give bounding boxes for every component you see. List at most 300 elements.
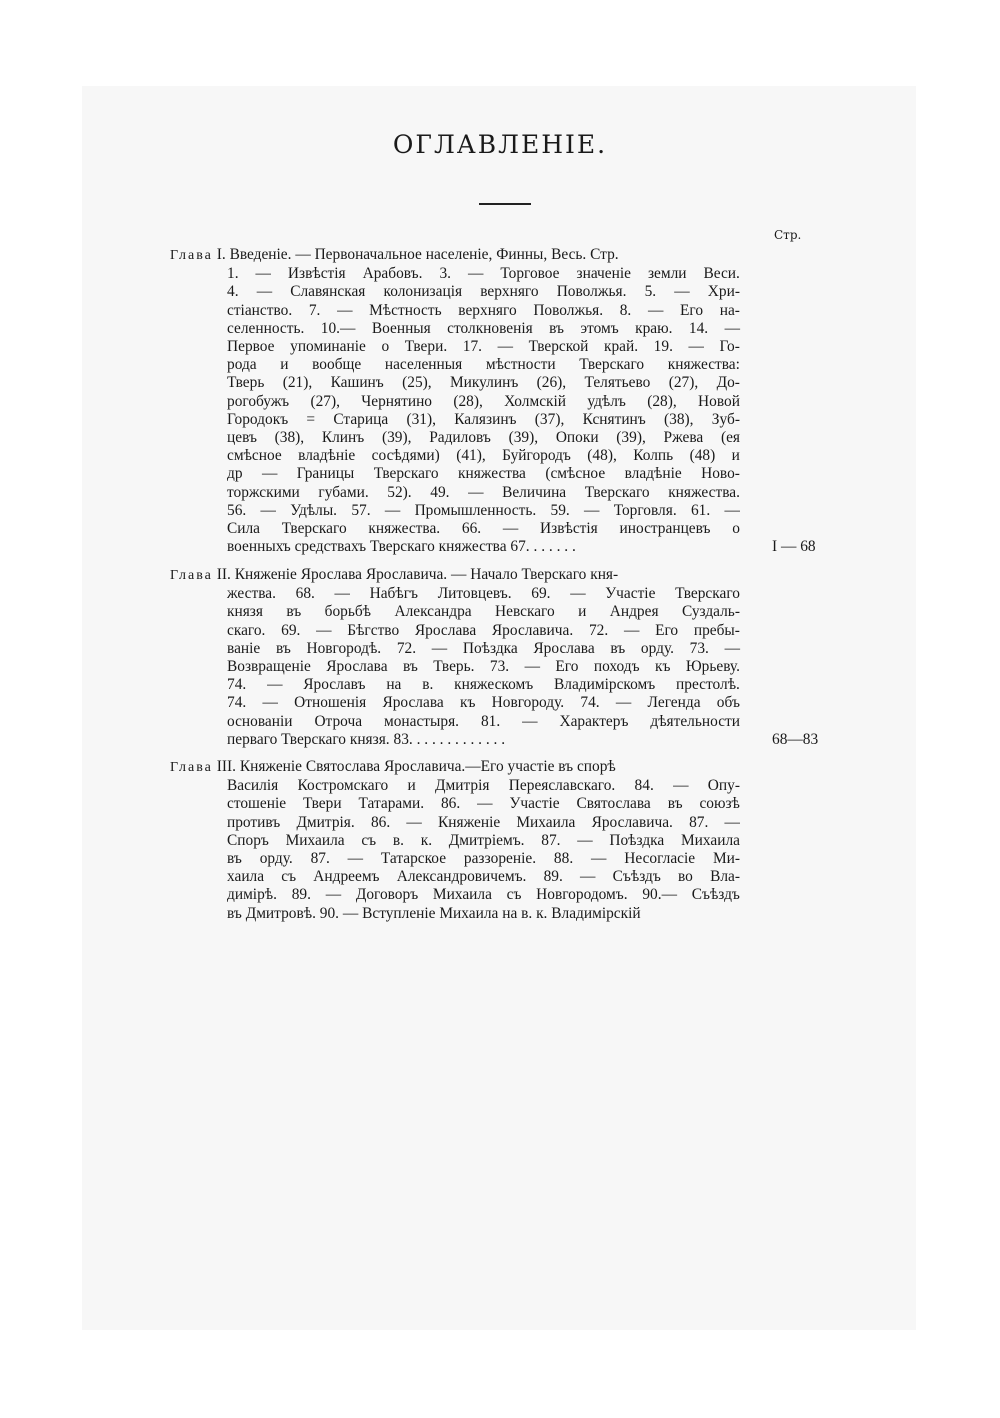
toc-word: — — [724, 813, 740, 831]
toc-word: Переяславскаго. — [508, 777, 616, 795]
toc-word: 56. — [227, 501, 247, 519]
toc-word: 1. — [227, 265, 239, 283]
toc-word: 7. — [308, 301, 321, 319]
toc-word: 81. — [480, 712, 501, 730]
toc-word: во — [678, 868, 693, 886]
toc-word: Владимірскомъ — [554, 676, 656, 694]
toc-word: Тверской — [528, 338, 589, 356]
toc-word: Михаила — [516, 813, 576, 831]
toc-word: жества. — [227, 585, 276, 603]
toc-line — [170, 484, 740, 502]
toc-word: иностранцевъ — [619, 520, 711, 538]
toc-line — [170, 868, 740, 886]
toc-word: упоминаніе — [290, 338, 366, 356]
toc-word: (38), — [274, 429, 305, 447]
toc-word: Границы — [296, 465, 355, 483]
toc-word: хаила — [227, 868, 265, 886]
toc-line — [170, 777, 740, 795]
toc-word: о — [381, 338, 390, 356]
toc-word: 8. — [619, 301, 632, 319]
toc-word: 72. — [396, 639, 417, 657]
toc-word: и — [731, 447, 740, 465]
page-title: ОГЛАВЛЕНІЕ. — [392, 130, 608, 159]
toc-line — [170, 640, 740, 658]
toc-line — [170, 429, 740, 447]
toc-word: Михаила — [432, 886, 492, 904]
toc-word: орду. — [640, 639, 674, 657]
toc-line — [170, 622, 740, 640]
toc-word: Михаила — [285, 831, 345, 849]
toc-word: селенность. — [227, 319, 305, 337]
toc-line — [170, 886, 740, 904]
toc-word: Торговое — [500, 265, 560, 283]
toc-word: Ярославъ — [303, 676, 366, 694]
toc-word: княжества: — [667, 356, 740, 374]
toc-word: Поволжья. — [533, 301, 604, 319]
toc-line — [170, 694, 740, 712]
title-rule — [479, 203, 531, 205]
toc-word: противъ — [227, 813, 281, 831]
toc-line — [170, 520, 740, 538]
toc-word: — — [477, 795, 493, 813]
toc-word: въ — [286, 603, 302, 621]
toc-word: 86. — [440, 795, 461, 813]
toc-word: князя — [227, 603, 263, 621]
toc-word: населенныя — [384, 356, 463, 374]
toc-word: (39), — [508, 429, 539, 447]
toc-line — [170, 731, 740, 749]
toc-line — [170, 832, 740, 850]
toc-word: Колпь — [633, 447, 674, 465]
toc-word: Литовцевъ. — [437, 585, 512, 603]
toc-word: Поѣздка — [609, 831, 665, 849]
toc-word: Тверь — [227, 374, 265, 392]
toc-word: Дмитрія — [435, 777, 490, 795]
toc-word: Набѣгъ — [369, 585, 419, 603]
toc-word: къ — [459, 694, 476, 712]
toc-word: губами. — [318, 483, 369, 501]
toc-word: сосѣдями) — [371, 447, 440, 465]
toc-word: До- — [716, 374, 740, 392]
toc-word: край. — [603, 338, 639, 356]
toc-word: Арабовъ. — [362, 265, 423, 283]
toc-word: — — [384, 501, 401, 519]
toc-word: Го- — [719, 338, 740, 356]
toc-word: — — [584, 501, 600, 519]
toc-word: — — [255, 265, 271, 283]
toc-word: 5. — [644, 283, 657, 301]
toc-word: удѣлъ — [587, 392, 626, 410]
toc-word: Тверскаго — [373, 465, 439, 483]
toc-word: (38), — [664, 410, 694, 428]
toc-word: княжескомъ — [454, 676, 534, 694]
toc-word: Дмитріемъ. — [448, 831, 525, 849]
toc-chapter-3 — [170, 758, 740, 923]
chapter-number: III. — [212, 758, 240, 775]
toc-word: Зуб- — [711, 410, 740, 428]
toc-word: 73. — [689, 639, 709, 657]
toc-word: княжества — [458, 465, 526, 483]
toc-word: Клинъ — [321, 429, 365, 447]
toc-word: значеніе — [576, 265, 631, 283]
toc-line — [170, 320, 740, 338]
toc-word: Андрея — [609, 603, 659, 621]
toc-word: этомъ — [580, 319, 619, 337]
toc-word: борьбѣ — [324, 603, 372, 621]
toc-word: земли — [647, 265, 687, 283]
toc-line-text: перваго Тверскаго князя. 83. . . . . . . . . . . . . — [227, 730, 506, 748]
toc-word: — — [615, 694, 632, 712]
toc-word: союзѣ — [699, 795, 740, 813]
toc-word: Его — [555, 658, 579, 676]
toc-line — [170, 246, 740, 265]
toc-word: Отроча — [314, 712, 363, 730]
toc-word: Тверскаго — [584, 483, 650, 501]
toc-word: Твери — [303, 795, 342, 813]
toc-word: Новгородомъ. — [536, 886, 628, 904]
toc-word: объ — [716, 694, 740, 712]
toc-word: въ — [227, 850, 242, 868]
toc-line — [170, 411, 740, 429]
toc-word: Холмскій — [504, 392, 567, 410]
toc-word: (27), — [668, 374, 699, 392]
toc-word: Его — [680, 301, 704, 319]
toc-word: — — [524, 658, 540, 676]
toc-word: Несогласіе — [624, 850, 696, 868]
toc-line — [170, 465, 740, 483]
toc-word: 89. — [291, 886, 311, 904]
toc-chapter-1 — [170, 246, 740, 556]
toc-word: (37), — [534, 410, 565, 428]
toc-line — [170, 338, 740, 356]
toc-word: 87. — [541, 831, 561, 849]
toc-word: Извѣстія — [540, 520, 598, 538]
toc-word: Величина — [502, 483, 567, 501]
toc-word: въ — [667, 795, 683, 813]
toc-word: смѣсное — [227, 447, 282, 465]
toc-word: — — [647, 301, 664, 319]
toc-word: Военныя — [371, 319, 431, 337]
toc-word: Кашинъ — [330, 374, 384, 392]
toc-word: — — [468, 265, 484, 283]
toc-word: походъ — [593, 658, 640, 676]
toc-line — [170, 538, 740, 556]
toc-word: — — [406, 813, 422, 831]
toc-word: Василія — [227, 777, 279, 795]
toc-word: (ея — [720, 429, 740, 447]
toc-word: 74. — [580, 694, 600, 712]
toc-word: Суздаль- — [681, 603, 740, 621]
chapter-heading — [170, 566, 235, 585]
toc-word: (41), — [456, 447, 486, 465]
toc-word: (27), — [310, 392, 340, 410]
toc-word: Возвращеніе — [227, 658, 311, 676]
toc-word: престолѣ. — [676, 676, 740, 694]
toc-word: — — [522, 712, 538, 730]
toc-word: Сила — [227, 520, 261, 538]
toc-word: — — [570, 585, 586, 603]
chapter-label: Глава — [170, 760, 213, 775]
toc-word: 86. — [370, 813, 391, 831]
toc-word: на — [386, 676, 402, 694]
toc-word: — — [431, 639, 448, 657]
toc-word: Княженіе — [437, 813, 501, 831]
toc-word: Торговля. — [613, 501, 677, 519]
toc-word: Татарское — [380, 850, 447, 868]
toc-word: 87. — [689, 813, 709, 831]
toc-word: Городокъ — [227, 410, 289, 428]
toc-word: 68. — [295, 585, 315, 603]
toc-word: (48), — [587, 447, 617, 465]
toc-word: Поволжья. — [556, 283, 627, 301]
toc-word: 74. — [227, 676, 247, 694]
toc-word: — — [261, 465, 278, 483]
toc-word: Юрьеву. — [685, 658, 740, 676]
toc-word: Александровичемъ. — [396, 868, 527, 886]
toc-word: въ — [549, 319, 564, 337]
toc-word: Съѣздъ — [691, 886, 740, 904]
toc-word: съ — [506, 886, 522, 904]
toc-word: (39), — [381, 429, 412, 447]
toc-line — [170, 265, 740, 283]
toc-line — [170, 566, 740, 585]
toc-word: 57. — [351, 501, 371, 519]
chapter-heading — [170, 246, 230, 265]
toc-line — [170, 603, 740, 621]
toc-word: верхняго — [480, 283, 539, 301]
toc-word: Тверь. — [433, 658, 475, 676]
toc-chapter-2 — [170, 566, 740, 749]
toc-word: 88. — [553, 850, 574, 868]
toc-word: (21), — [282, 374, 313, 392]
toc-word: — — [334, 585, 350, 603]
toc-word: Участіе — [605, 585, 656, 603]
toc-word: 61. — [690, 501, 711, 519]
toc-word: Его — [655, 621, 679, 639]
toc-word: раззореніе. — [463, 850, 537, 868]
toc-word: 87. — [310, 850, 330, 868]
toc-word: — — [724, 319, 740, 337]
toc-word: Поѣздка — [462, 639, 518, 657]
toc-word: рода — [227, 356, 257, 374]
toc-word: Мѣстность — [369, 301, 442, 319]
toc-word: Тверскаго — [675, 585, 740, 603]
toc-word: колонизація — [383, 283, 463, 301]
toc-word: Радиловъ — [429, 429, 491, 447]
toc-word: торжскими — [227, 483, 300, 501]
toc-word: 73. — [489, 658, 510, 676]
toc-word: Ярославича. — [491, 621, 574, 639]
toc-word: пребы- — [693, 621, 740, 639]
toc-line — [170, 850, 740, 868]
toc-word: Александра — [394, 603, 472, 621]
toc-word: въ — [403, 658, 418, 676]
toc-word: Ярослава — [326, 658, 388, 676]
toc-word: 3. — [439, 265, 452, 283]
toc-word: 89. — [543, 868, 563, 886]
toc-word: 90.— — [642, 886, 677, 904]
toc-word: — — [337, 301, 353, 319]
toc-word: — — [325, 886, 342, 904]
toc-word: (48) — [689, 447, 716, 465]
toc-line-text: въ Дмитровѣ. 90. — Вступленіе Михаила на в. к. Владимірскій — [227, 904, 641, 922]
toc-word: — — [502, 520, 519, 538]
toc-word: Ярославича. — [591, 813, 673, 831]
toc-word: столкновенія — [447, 319, 533, 337]
toc-line — [170, 658, 740, 676]
toc-word: Буйгородъ — [502, 447, 571, 465]
toc-word: къ — [654, 658, 671, 676]
toc-line-text: Княженіе Святослава Ярославича.—Его участіе въ спорѣ — [239, 758, 616, 775]
toc-line-text: Княженіе Ярослава Ярославича. — Начало Тверскаго кня- — [234, 566, 619, 583]
toc-word: княжества. — [368, 520, 441, 538]
toc-word: Характеръ — [559, 712, 629, 730]
toc-word: — — [674, 283, 690, 301]
toc-word: Калязинъ — [454, 410, 517, 428]
toc-word: 4. — [227, 283, 239, 301]
toc-word: Ярослава — [382, 694, 444, 712]
toc-word: Невскаго — [495, 603, 555, 621]
chapter-heading — [170, 758, 240, 777]
toc-word: ваніе — [227, 639, 261, 657]
toc-line — [170, 905, 740, 923]
toc-word: Новгородѣ. — [306, 639, 382, 657]
chapter-label: Глава — [170, 248, 213, 263]
toc-word: владѣніе — [624, 465, 682, 483]
toc-word: — — [623, 621, 640, 639]
toc-word: въ — [275, 639, 291, 657]
toc-word: — — [580, 868, 596, 886]
toc-word: димірѣ. — [227, 886, 277, 904]
toc-word: Андреемъ — [313, 868, 380, 886]
toc-word: — — [577, 831, 593, 849]
toc-word: — — [468, 483, 484, 501]
toc-word: Промышленность. — [414, 501, 537, 519]
toc-word: — — [316, 621, 332, 639]
toc-word: Ярослава — [414, 621, 477, 639]
toc-line — [170, 585, 740, 603]
toc-word: орду. — [259, 850, 293, 868]
toc-word: — — [688, 338, 704, 356]
toc-line — [170, 795, 740, 813]
toc-word: Новгороду. — [491, 694, 565, 712]
toc-word: — — [260, 501, 276, 519]
toc-line — [170, 374, 740, 392]
toc-word: Микулинъ — [449, 374, 519, 392]
toc-line — [170, 676, 740, 694]
toc-word: — — [347, 850, 364, 868]
toc-word: Бѣгство — [347, 621, 400, 639]
toc-word: въ — [610, 639, 626, 657]
toc-word: стошеніе — [227, 795, 287, 813]
toc-word: Михаила — [680, 831, 740, 849]
toc-word: Чернятино — [361, 392, 433, 410]
toc-word: — — [256, 283, 273, 301]
toc-word: Тверскаго — [579, 356, 645, 374]
toc-word: (28), — [647, 392, 677, 410]
toc-word: Кснятинъ — [582, 410, 646, 428]
toc-word: — — [673, 777, 689, 795]
toc-word: в. — [392, 831, 404, 849]
toc-word: Ярослава — [533, 639, 595, 657]
toc-word: скаго. — [227, 621, 266, 639]
toc-word: Удѣлы. — [290, 501, 338, 519]
toc-word: княжества. — [668, 483, 740, 501]
toc-word: основаніи — [227, 712, 293, 730]
toc-word: к. — [420, 831, 433, 849]
pages-column-header: Стр. — [774, 228, 802, 242]
toc-word: владѣніе — [298, 447, 356, 465]
toc-word: в. — [422, 676, 434, 694]
toc-word: Съѣздъ — [612, 868, 661, 886]
toc-word: Споръ — [227, 831, 269, 849]
toc-word: 19. — [653, 338, 673, 356]
toc-line — [170, 502, 740, 520]
toc-word: Костромскаго — [297, 777, 389, 795]
toc-word: Дмитрія. — [296, 813, 355, 831]
toc-line — [170, 758, 740, 777]
toc-word: монастыря. — [383, 712, 459, 730]
toc-line — [170, 283, 740, 301]
toc-line — [170, 713, 740, 731]
toc-word: (смѣсное — [545, 465, 606, 483]
toc-word: Старица — [333, 410, 389, 428]
toc-word: 52). — [387, 483, 412, 501]
toc-word: мѣстности — [485, 356, 556, 374]
toc-word: Извѣстія — [287, 265, 346, 283]
toc-word: 66. — [461, 520, 482, 538]
toc-word: Святослава — [576, 795, 651, 813]
toc-word: вообще — [312, 356, 362, 374]
toc-word: 17. — [462, 338, 483, 356]
toc-line-text: военныхъ средствахъ Тверскаго княжества 67. . . . . . . — [227, 538, 576, 556]
toc-word: Вла- — [710, 868, 740, 886]
chapter-2-pages: 68—83 — [772, 731, 819, 748]
toc-word: на- — [719, 301, 740, 319]
toc-line — [170, 393, 740, 411]
toc-line — [170, 356, 740, 374]
chapter-number: II. — [212, 566, 235, 583]
toc-word: (26), — [536, 374, 567, 392]
toc-word: Первое — [227, 338, 275, 356]
toc-word: дѣятельности — [650, 712, 740, 730]
toc-word: — — [591, 850, 607, 868]
toc-word: — — [497, 338, 513, 356]
toc-word: 14. — [688, 319, 709, 337]
toc-word: = — [306, 410, 316, 428]
toc-word: — — [724, 639, 740, 657]
chapter-number: I. — [212, 246, 230, 263]
toc-word: др — [227, 465, 243, 483]
toc-word: — — [262, 694, 278, 712]
toc-word: стіанство. — [227, 301, 293, 319]
toc-word: 84. — [634, 777, 654, 795]
toc-word: Опоки — [555, 429, 599, 447]
toc-word: Новой — [698, 392, 740, 410]
toc-word: (28), — [453, 392, 483, 410]
toc-word: краю. — [635, 319, 673, 337]
toc-word: о — [732, 520, 740, 538]
toc-line — [170, 447, 740, 465]
toc-word: и — [578, 603, 587, 621]
toc-word: Тверскаго — [281, 520, 347, 538]
toc-line — [170, 814, 740, 832]
toc-word: Отношенія — [294, 694, 367, 712]
chapter-1-pages: I — 68 — [772, 538, 816, 555]
toc-word: Ми- — [712, 850, 740, 868]
toc-word: Веси. — [703, 265, 740, 283]
toc-word: и — [280, 356, 289, 374]
